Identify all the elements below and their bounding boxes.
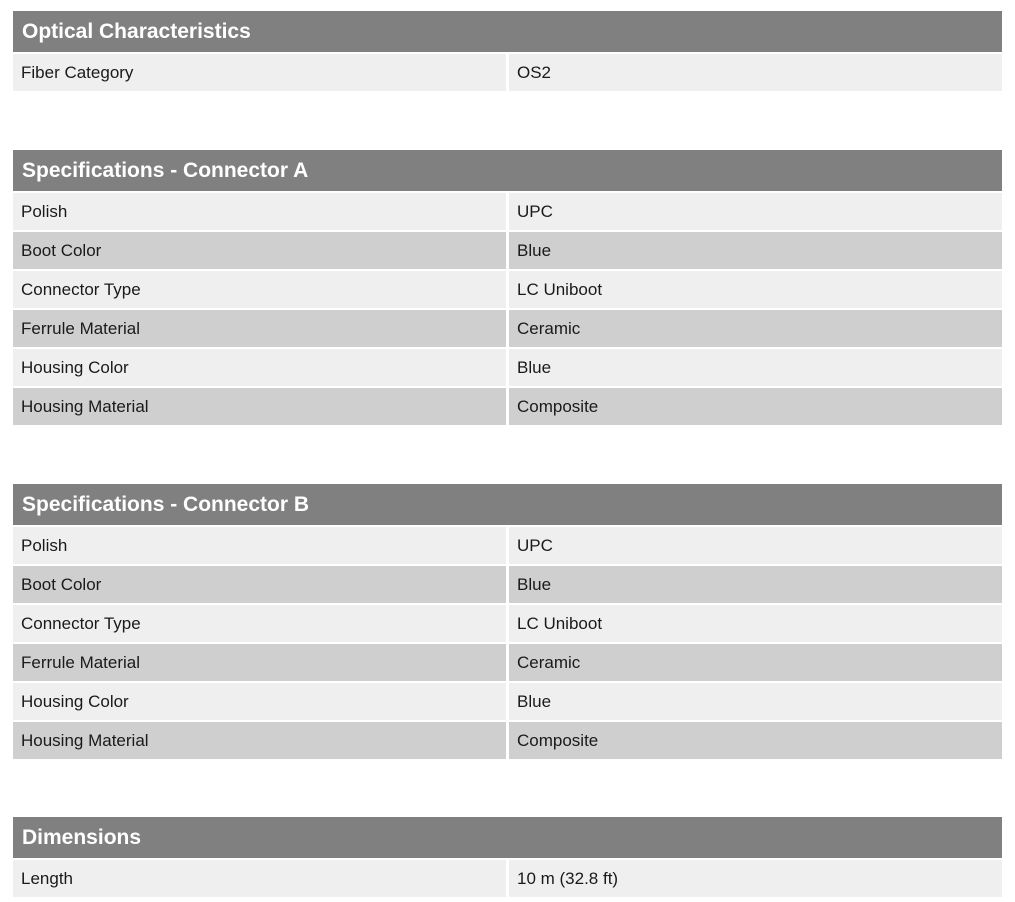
- table-row: [13, 683, 1002, 720]
- spec-label: Boot Color: [13, 232, 506, 269]
- spec-table: [13, 193, 1002, 425]
- spec-value: LC Uniboot: [509, 271, 1002, 308]
- table-row: [13, 310, 1002, 347]
- spec-table: [13, 54, 1002, 91]
- spec-value: UPC: [509, 193, 1002, 230]
- spec-label: Connector Type: [13, 605, 506, 642]
- spec-label: Housing Material: [13, 388, 506, 425]
- spec-label: Ferrule Material: [13, 310, 506, 347]
- section-title: Specifications - Connector B: [13, 484, 1002, 525]
- spec-label: Boot Color: [13, 566, 506, 603]
- table-row: [13, 271, 1002, 308]
- spec-label: Connector Type: [13, 271, 506, 308]
- spec-label: Fiber Category: [13, 54, 506, 91]
- spec-value: Blue: [509, 232, 1002, 269]
- spec-value: Composite: [509, 722, 1002, 759]
- table-row: [13, 722, 1002, 759]
- table-row: [13, 527, 1002, 564]
- table-row: [13, 605, 1002, 642]
- table-row: [13, 644, 1002, 681]
- section-connector-b: [13, 484, 1002, 759]
- spec-label: Housing Color: [13, 349, 506, 386]
- spec-value: 10 m (32.8 ft): [509, 860, 1002, 897]
- table-row: [13, 193, 1002, 230]
- spec-value: Ceramic: [509, 310, 1002, 347]
- spec-label: Ferrule Material: [13, 644, 506, 681]
- spec-value: UPC: [509, 527, 1002, 564]
- spec-value: OS2: [509, 54, 1002, 91]
- spec-value: Blue: [509, 566, 1002, 603]
- table-row: [13, 566, 1002, 603]
- spec-value: Composite: [509, 388, 1002, 425]
- spec-value: LC Uniboot: [509, 605, 1002, 642]
- table-row: [13, 349, 1002, 386]
- spec-label: Housing Material: [13, 722, 506, 759]
- table-row: [13, 388, 1002, 425]
- spec-label: Housing Color: [13, 683, 506, 720]
- spec-label: Polish: [13, 193, 506, 230]
- section-title: Optical Characteristics: [13, 11, 1002, 52]
- spec-value: Blue: [509, 349, 1002, 386]
- section-title: Dimensions: [13, 817, 1002, 858]
- section-optical-characteristics: [13, 11, 1002, 91]
- spec-value: Blue: [509, 683, 1002, 720]
- table-row: [13, 860, 1002, 897]
- section-title: Specifications - Connector A: [13, 150, 1002, 191]
- spec-value: Ceramic: [509, 644, 1002, 681]
- spec-table: [13, 527, 1002, 759]
- spec-label: Polish: [13, 527, 506, 564]
- spec-label: Length: [13, 860, 506, 897]
- section-connector-a: [13, 150, 1002, 425]
- spec-table: [13, 860, 1002, 897]
- section-dimensions: [13, 817, 1002, 897]
- table-row: [13, 232, 1002, 269]
- table-row: [13, 54, 1002, 91]
